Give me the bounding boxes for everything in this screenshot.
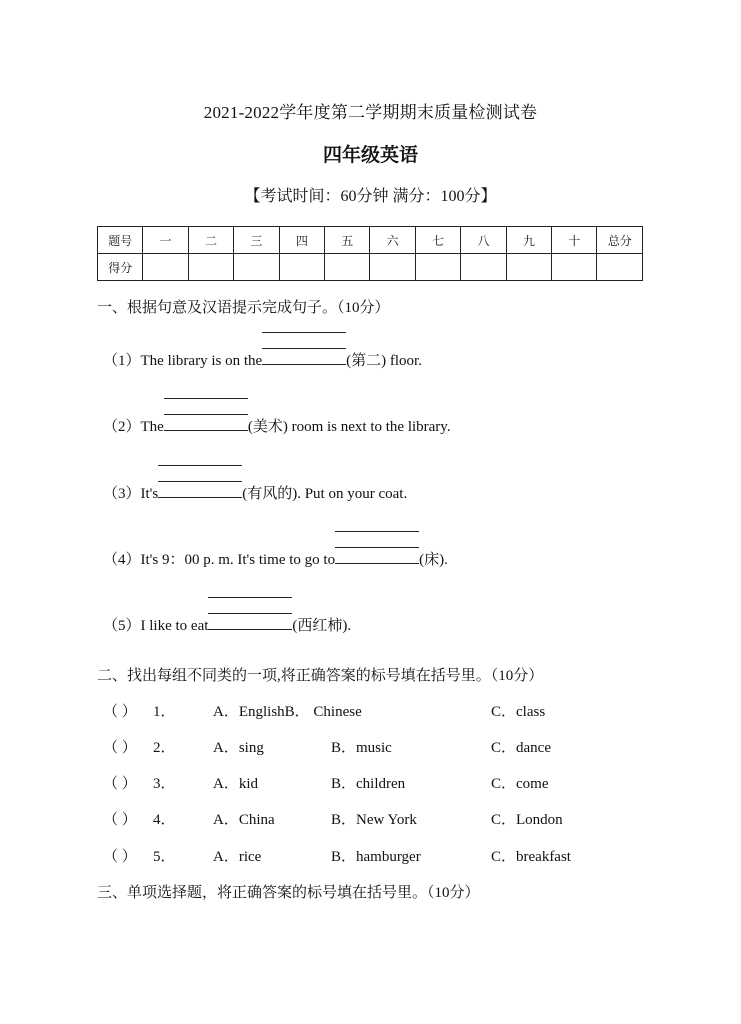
answer-blank[interactable] [335,546,419,564]
score-input-cell[interactable] [279,254,324,281]
option-a: A．sing [213,740,264,756]
question-text-before: I like to eat [140,618,209,634]
choice-question-2 [103,736,663,756]
score-input-cell[interactable] [143,254,188,281]
option-b: B．New York [331,812,417,828]
section1-heading: 一、根据句意及汉语提示完成句子。（10分） [97,300,390,316]
score-cell-9: 九 [506,227,551,254]
option-b: B．hamburger [331,849,421,865]
score-input-cell[interactable] [597,254,643,281]
option-a: A．China [213,812,275,828]
question-text-before: It's 9：00 p. m. It's time to go to [140,552,336,568]
choice-question-4 [103,808,663,828]
question-text-after: (西红柿). [292,618,352,634]
option-a: A．EnglishB． Chinese [213,704,362,720]
question-text-after: (美术) room is next to the library. [247,419,451,435]
score-cell-5: 五 [325,227,370,254]
score-cell-4: 四 [279,227,324,254]
score-cell-3: 三 [234,227,279,254]
score-input-cell[interactable] [234,254,279,281]
answer-paren[interactable]: （ ） [103,849,137,865]
option-b: B．children [331,776,406,792]
fill-question-4 [103,546,448,569]
score-cell-8: 八 [461,227,506,254]
option-c: C．London [491,812,563,828]
answer-blank[interactable] [164,413,248,431]
option-c: C．dance [491,740,551,756]
option-c: C．breakfast [491,849,571,865]
answer-blank[interactable] [262,347,346,365]
exam-info: 【考试时间：60分钟 满分：100分】 [244,188,497,205]
score-input-cell[interactable] [506,254,551,281]
section2-heading: 二、找出每组不同类的一项,将正确答案的标号填在括号里。（10分） [97,668,544,684]
question-text-before: The library is on the [140,353,263,369]
question-text-before: It's [140,486,159,502]
option-c: C．come [491,776,549,792]
fill-question-2 [103,413,451,436]
choice-question-5 [103,845,663,865]
question-number: （5） [103,618,141,634]
score-input-cell[interactable] [325,254,370,281]
score-cell-10: 十 [552,227,597,254]
question-number: （4） [103,552,141,568]
fill-question-3 [103,480,407,503]
score-cell-total: 总分 [597,227,643,254]
question-number: 3． [153,776,176,792]
option-b: B．music [331,740,392,756]
score-input-cell[interactable] [188,254,233,281]
score-cell-6: 六 [370,227,415,254]
option-a: A．kid [213,776,259,792]
question-text-before: The [140,419,164,435]
score-cell-7: 七 [415,227,460,254]
question-number: （3） [103,486,141,502]
question-number: （1） [103,353,141,369]
score-input-cell[interactable] [552,254,597,281]
question-number: 1． [153,704,176,720]
question-text-after: (第二) floor. [346,353,422,369]
option-a: A．rice [213,849,262,865]
score-cell-1: 一 [143,227,188,254]
answer-paren[interactable]: （ ） [103,812,137,828]
answer-paren[interactable]: （ ） [103,776,137,792]
answer-paren[interactable]: （ ） [103,704,137,720]
score-table-header-row [98,227,643,254]
question-number: 2． [153,740,176,756]
question-number: 5． [153,849,176,865]
answer-blank[interactable] [158,480,242,498]
question-number: （2） [103,419,141,435]
score-cell-label: 题号 [98,227,143,254]
score-row-label: 得分 [98,254,143,281]
section3-heading: 三、单项选择题，将正确答案的标号填在括号里。（10分） [97,885,480,901]
question-number: 4． [153,812,176,828]
question-text-after: (床). [419,552,448,568]
answer-paren[interactable]: （ ） [103,740,137,756]
fill-question-1 [103,347,422,370]
exam-title: 2021-2022学年度第二学期期末质量检测试卷 [203,103,538,122]
score-input-cell[interactable] [370,254,415,281]
option-c: C．class [491,704,546,720]
exam-subtitle: 四年级英语 [322,145,418,166]
score-table [97,226,643,281]
score-cell-2: 二 [188,227,233,254]
choice-question-3 [103,772,663,792]
score-input-cell[interactable] [461,254,506,281]
fill-question-5 [103,612,351,635]
score-table-score-row [98,254,643,281]
answer-blank[interactable] [208,612,292,630]
score-input-cell[interactable] [415,254,460,281]
question-text-after: (有风的). Put on your coat. [242,486,408,502]
choice-question-1 [103,700,663,720]
